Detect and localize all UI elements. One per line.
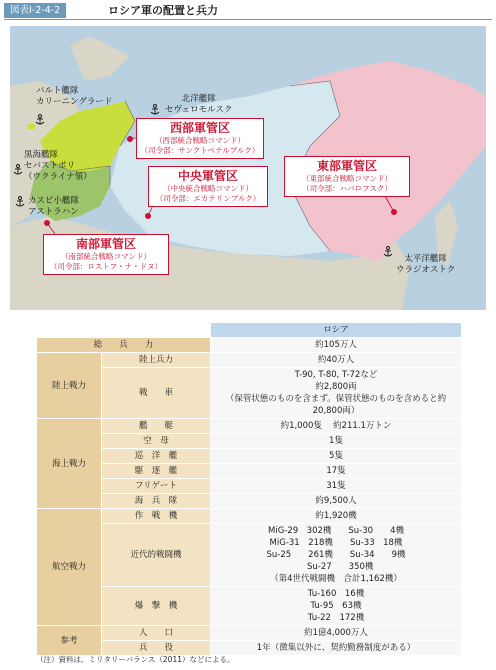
force-table (36, 322, 462, 656)
fleet-label-black-sea: 黒海艦隊 セバストポリ （ウクライナ領） (24, 150, 92, 182)
figure-title: ロシア軍の配置と兵力 (108, 4, 218, 17)
table-row: 戦 車 T-90, T-80, T-72など 約2,800両 （保管状態のものを含まず。保管状態のものを含めると約20,800両） (37, 368, 462, 419)
row-label-total: 総 兵 力 (37, 338, 211, 353)
table-row: 空 母 1隻 (37, 434, 462, 449)
russia-map (10, 26, 486, 310)
table-row: 総 兵 力 約105万人 (37, 338, 462, 353)
district-box-southern: 南部軍管区 （南部統合戦略コマンド） （司令部：ロストフ・ナ・ドヌ） (43, 234, 169, 275)
table-row: 爆 撃 機 Tu-160 16機 Tu-95 63機 Tu-22 172機 (37, 587, 462, 626)
fleet-label-caspian: カスピ小艦隊 アストラハン (28, 196, 80, 217)
row-label-ground: 陸上戦力 (37, 353, 102, 419)
district-box-eastern: 東部軍管区 （東部統合戦略コマンド） （司令部：ハバロフスク） (284, 156, 410, 197)
table-row: 近代的戦闘機 MiG-29 302機 Su-30 4機 MiG-31 218機 Su-33 18機 Su-25 261機 Su-34 9機 Su-27 350機 （第4世代戦闘機 合計1,162機） (37, 524, 462, 587)
header-rule (4, 19, 492, 20)
fleet-label-pacific: 太平洋艦隊 ウラジオストク (396, 254, 456, 275)
kaliningrad-exclave (28, 124, 35, 129)
table-row: 巡 洋 艦 5隻 (37, 449, 462, 464)
table-row: 海 兵 隊 約9,500人 (37, 494, 462, 509)
table-row: 航空戦力 作 戦 機 約1,920機 (37, 509, 462, 524)
figure-header (0, 0, 496, 22)
table-row (37, 323, 462, 338)
table-row: 兵 役 1年（徴集以外に、契約勤務制度がある） (37, 641, 462, 656)
table-row: 参考 人 口 約1億4,000万人 (37, 626, 462, 641)
source-note: （注）資料は、ミリタリーバランス（2011）などによる。 (36, 655, 235, 664)
column-header-russia: ロシア (211, 323, 462, 338)
district-box-western: 西部軍管区 （西部統合戦略コマンド） （司令部：サンクトペテルブルク） (136, 118, 264, 159)
figure-number: 図表Ⅰ-2-4-2 (4, 3, 66, 18)
row-label-air: 航空戦力 (37, 509, 102, 626)
table-row: 陸上戦力 陸上兵力 約40万人 (37, 353, 462, 368)
row-label-reference: 参考 (37, 626, 102, 656)
row-label-navy: 海上戦力 (37, 419, 102, 509)
district-box-central: 中央軍管区 （中央統合戦略コマンド） （司令部：エカテリンブルク） (148, 166, 268, 207)
fleet-label-baltic: バルト艦隊 カリーニングラード (36, 86, 113, 107)
fleet-label-northern: 北洋艦隊 セヴェロモルスク (165, 94, 233, 115)
table-row: 海上戦力 艦 艇 約1,000隻 約211.1万トン (37, 419, 462, 434)
table-row: フリゲート 31隻 (37, 479, 462, 494)
table-row: 駆 逐 艦 17隻 (37, 464, 462, 479)
